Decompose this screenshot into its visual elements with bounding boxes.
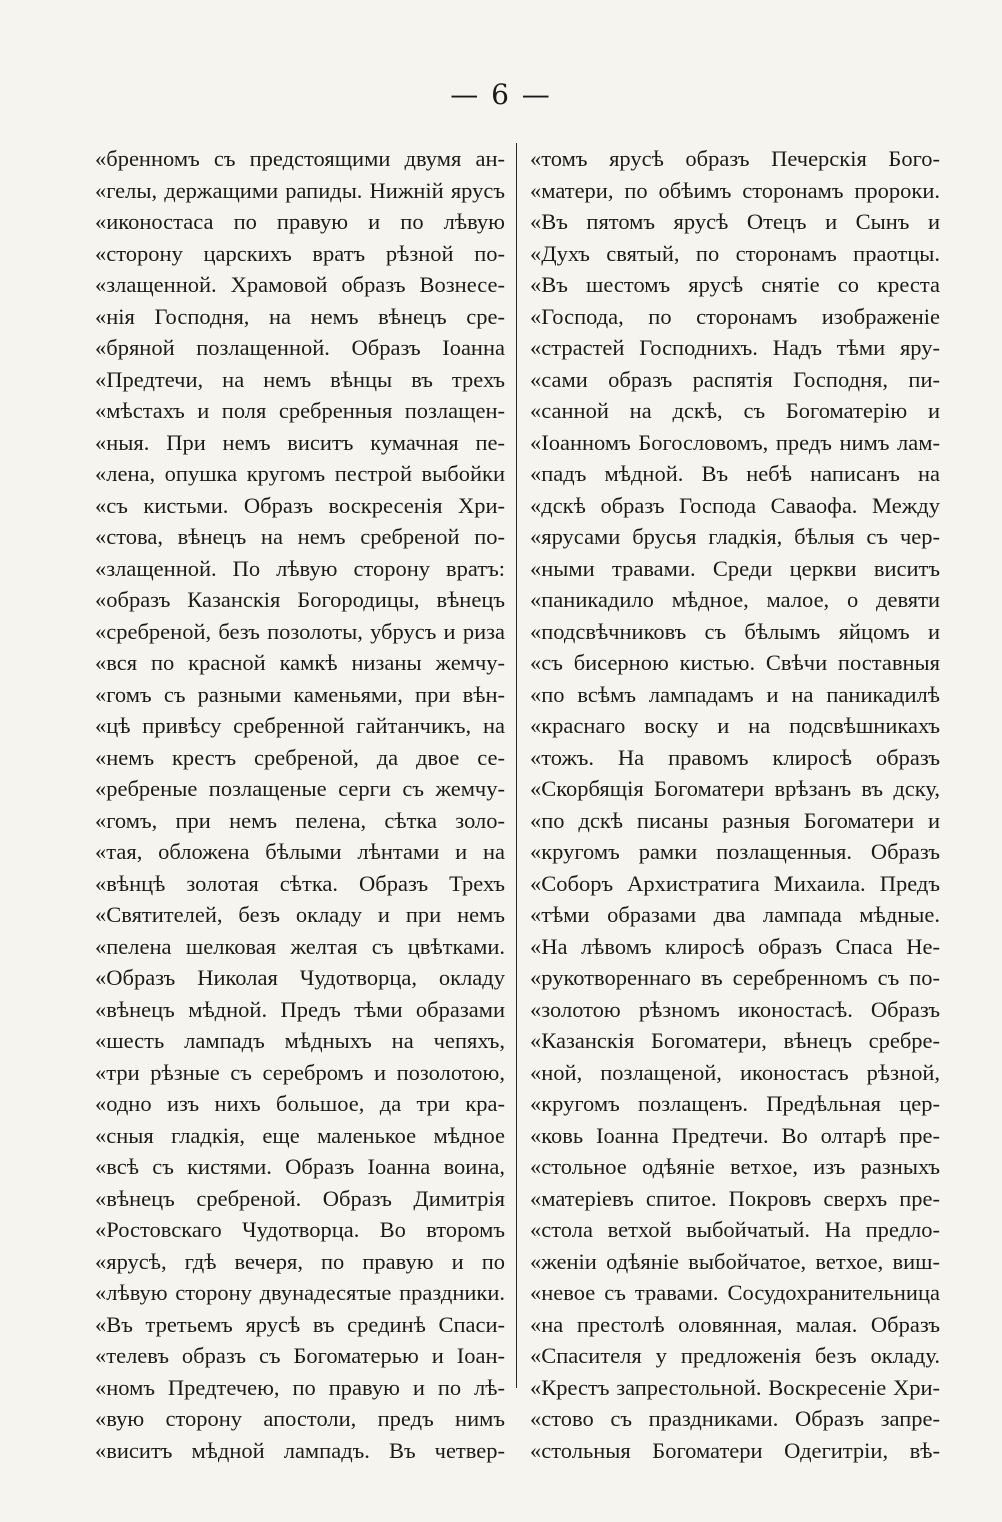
text-line: «сребреной, безъ позолоты, убрусъ и риза	[95, 618, 505, 644]
text-line: «ярусѣ, гдѣ вечеря, по правую и по	[95, 1248, 505, 1274]
text-line: «невое съ травами. Сосудохранительница	[530, 1280, 940, 1305]
text-line: «вую сторону апостоли, предъ нимъ	[95, 1406, 505, 1431]
text-line: «злащенной. Храмовой образъ Вознесе-	[95, 272, 505, 297]
text-line: «Господа, по сторонамъ изображенiе	[530, 303, 940, 329]
column-divider	[516, 143, 517, 1388]
text-line: «На лѣвомъ клиросѣ образъ Спаса Не-	[530, 933, 940, 959]
text-line: «номъ Предтечею, по правую и по лѣ-	[95, 1374, 505, 1400]
page-number: — 6 —	[450, 78, 552, 111]
text-line: «три рѣзные съ серебромъ и позолотою,	[95, 1059, 505, 1085]
text-line: «тѣми образами два лампада мѣдные.	[530, 902, 940, 927]
text-line: «гелы, держащими рапиды. Нижнiй ярусъ	[95, 177, 505, 203]
text-line: «дскѣ образъ Господа Саваофа. Между	[530, 492, 940, 518]
text-line: «вѣнецъ сребреной. Образъ Димитрiя	[95, 1185, 505, 1211]
text-line: «мѣстахъ и поля сребренныя позлащен-	[95, 398, 505, 423]
text-line: «Образъ Николая Чудотворца, окладу	[95, 965, 505, 990]
text-line: «ковь Iоанна Предтечи. Во олтарѣ пре-	[530, 1122, 940, 1148]
text-line: «съ кистьми. Образъ воскресенiя Хри-	[95, 492, 505, 518]
text-line: «ярусами брусья гладкiя, бѣлыя съ чер-	[530, 524, 940, 549]
text-line: «томъ ярусѣ образъ Печерскiя Бого-	[530, 146, 940, 171]
text-line: «золотою рѣзномъ иконостасѣ. Образъ	[530, 996, 940, 1022]
text-line: «стова, вѣнецъ на немъ сребреной по-	[95, 524, 505, 549]
text-line: «бренномъ съ предстоящими двумя ан-	[95, 146, 505, 171]
text-line: «женiи одѣянiе выбойчатое, ветхое, виш-	[530, 1248, 940, 1274]
text-line: «паникадило мѣдное, малое, о девяти	[530, 587, 940, 612]
text-line: «страстей Господнихъ. Надъ тѣми яру-	[530, 335, 940, 360]
text-line: «цѣ привѣсу сребренной гайтанчикъ, на	[95, 713, 505, 738]
text-line: «кругомъ позлащенъ. Предѣльная цер-	[530, 1091, 940, 1116]
text-line: «ными травами. Среди церкви виситъ	[530, 555, 940, 581]
text-line: «стольное одѣянiе ветхое, изъ разныхъ	[530, 1154, 940, 1179]
text-line: «сами образъ распятiя Господня, пи-	[530, 366, 940, 392]
text-line: «иконостаса по правую и по лѣвую	[95, 209, 505, 234]
text-line: «Ростовскаго Чудотворца. Во второмъ	[95, 1217, 505, 1242]
text-line: «вся по красной камкѣ низаны жемчу-	[95, 650, 505, 675]
text-line: «Скорбящiя Богоматери врѣзанъ въ дску,	[530, 776, 940, 801]
text-line: «Казанскiя Богоматери, вѣнецъ сребре-	[530, 1028, 940, 1053]
text-line: «вѣнецъ мѣдной. Предъ тѣми образами	[95, 996, 505, 1022]
text-line: «бряной позлащенной. Образъ Iоанна	[95, 335, 505, 360]
text-line: «кругомъ рамки позлащенныя. Образъ	[530, 839, 940, 864]
text-line: «шесть лампадъ мѣдныхъ на чепяхъ,	[95, 1028, 505, 1053]
text-line: «сныя гладкiя, еще маленькое мѣдное	[95, 1122, 505, 1148]
text-line: «одно изъ нихъ большое, да три кра-	[95, 1091, 505, 1116]
text-line: «краснаго воску и на подсвѣшникахъ	[530, 713, 940, 738]
text-line: «стово съ праздниками. Образъ запре-	[530, 1406, 940, 1431]
text-line: «матерiевъ спитое. Покровъ сверхъ пре-	[530, 1185, 940, 1211]
left-text-column	[95, 143, 505, 1466]
text-line: «Iоанномъ Богословомъ, предъ нимъ лам-	[530, 429, 940, 455]
text-line: «лена, опушка кругомъ пестрой выбойки	[95, 461, 505, 486]
right-text-column	[530, 143, 940, 1466]
text-line: «съ бисерною кистью. Свѣчи поставныя	[530, 650, 940, 675]
text-line: «Въ третьемъ ярусѣ въ срединѣ Спаси-	[95, 1311, 505, 1337]
text-line: «по дскѣ писаны разныя Богоматери и	[530, 807, 940, 833]
text-line: «рукотвореннаго въ серебренномъ съ по-	[530, 965, 940, 990]
text-line: «нiя Господня, на немъ вѣнецъ сре-	[95, 303, 505, 329]
text-line: «сторону царскихъ вратъ рѣзной по-	[95, 240, 505, 266]
text-line: «злащенной. По лѣвую сторону вратъ:	[95, 555, 505, 581]
text-line: «Въ пятомъ ярусѣ Отецъ и Сынъ и	[530, 209, 940, 234]
text-line: «ныя. При немъ виситъ кумачная пе-	[95, 429, 505, 455]
text-line: «тая, обложена бѣлыми лѣнтами и на	[95, 839, 505, 864]
text-line: «вѣнцѣ золотая сѣтка. Образъ Трехъ	[95, 870, 505, 896]
text-line: «стольныя Богоматери Одегитрiи, вѣ-	[530, 1437, 940, 1463]
text-line: «Спасителя у предложенiя безъ окладу.	[530, 1343, 940, 1368]
text-line: «гомъ, при немъ пелена, сѣтка золо-	[95, 807, 505, 833]
text-line: «Въ шестомъ ярусѣ снятiе со креста	[530, 272, 940, 297]
text-line: «пелена шелковая желтая съ цвѣтками.	[95, 933, 505, 959]
text-line: «Духъ святый, по сторонамъ праотцы.	[530, 240, 940, 266]
text-line: «немъ крестъ сребреной, да двое се-	[95, 744, 505, 770]
text-line: «ной, позлащеной, иконостасъ рѣзной,	[530, 1059, 940, 1085]
text-line: «образъ Казанскiя Богородицы, вѣнецъ	[95, 587, 505, 612]
text-line: «Крестъ запрестольной. Воскресенiе Хри-	[530, 1374, 940, 1400]
text-line: «падъ мѣдной. Въ небѣ написанъ на	[530, 461, 940, 486]
text-line: «лѣвую сторону двунадесятые праздники.	[95, 1280, 505, 1305]
text-line: «телевъ образъ съ Богоматерью и Iоан-	[95, 1343, 505, 1368]
text-line: «тожъ. На правомъ клиросѣ образъ	[530, 744, 940, 770]
text-line: «Соборъ Архистратига Михаила. Предъ	[530, 870, 940, 896]
text-line: «виситъ мѣдной лампадъ. Въ четвер-	[95, 1437, 505, 1463]
text-line: «Святителей, безъ окладу и при немъ	[95, 902, 505, 927]
text-line: «всѣ съ кистями. Образъ Iоанна воина,	[95, 1154, 505, 1179]
text-line: «матери, по обѣимъ сторонамъ пророки.	[530, 177, 940, 203]
text-line: «Предтечи, на немъ вѣнцы въ трехъ	[95, 366, 505, 392]
text-line: «ребреные позлащеные серги съ жемчу-	[95, 776, 505, 801]
text-line: «гомъ съ разными каменьями, при вѣн-	[95, 681, 505, 707]
text-line: «стола ветхой выбойчатый. На предло-	[530, 1217, 940, 1242]
text-line: «санной на дскѣ, съ Богоматерiю и	[530, 398, 940, 423]
text-line: «подсвѣчниковъ съ бѣлымъ яйцомъ и	[530, 618, 940, 644]
text-line: «по всѣмъ лампадамъ и на паникадилѣ	[530, 681, 940, 707]
text-line: «на престолѣ оловянная, малая. Образъ	[530, 1311, 940, 1337]
